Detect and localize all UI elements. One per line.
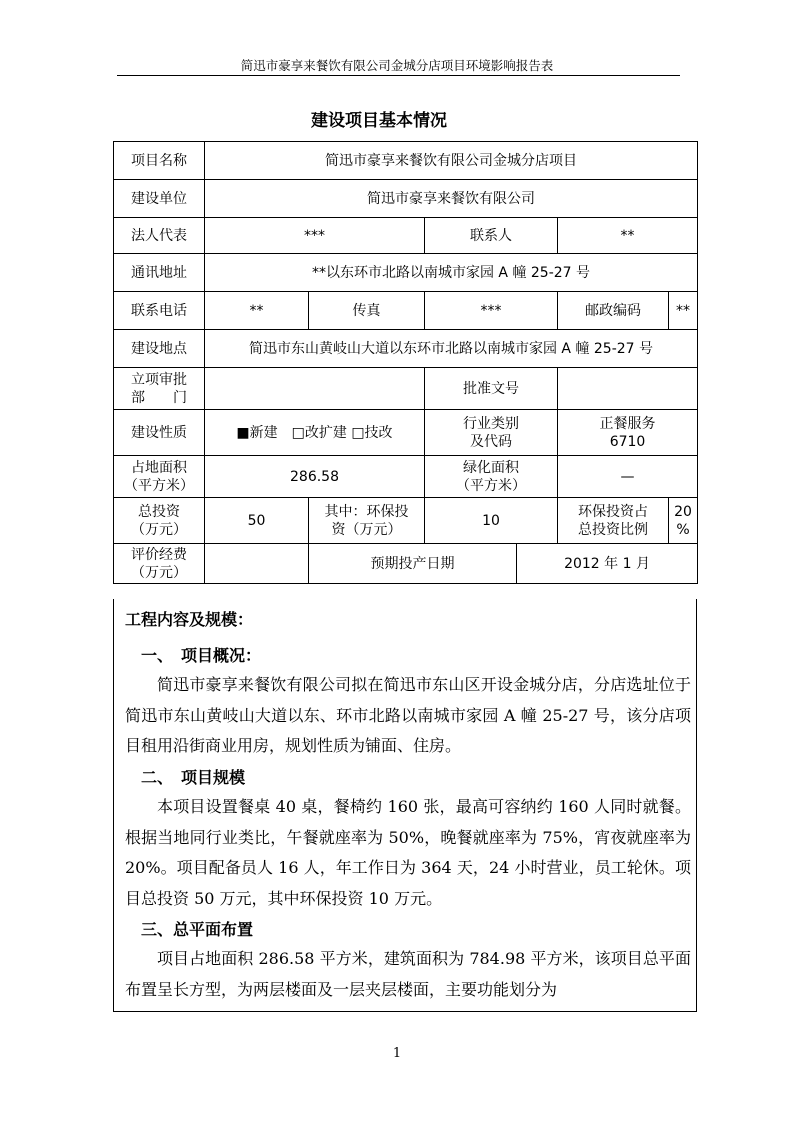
label-line: 其中：环保投 bbox=[324, 503, 409, 520]
table-row bbox=[114, 180, 698, 218]
basic-info-table bbox=[113, 141, 698, 584]
table-row bbox=[114, 330, 698, 368]
cell-label: 法人代表 bbox=[114, 218, 205, 254]
cell-label bbox=[425, 456, 558, 498]
section-title-scale: 二、 项目规模 bbox=[141, 768, 246, 787]
cell-value: 10 bbox=[425, 498, 558, 544]
table-row bbox=[114, 456, 698, 498]
running-header: 简迅市豪享来餐饮有限公司金城分店项目环境影响报告表 bbox=[240, 58, 554, 73]
label-line: 占地面积 bbox=[131, 459, 187, 476]
value-line: % bbox=[676, 521, 690, 538]
label-line: （万元） bbox=[131, 564, 187, 581]
section-title-overview: 一、 项目概况： bbox=[141, 646, 262, 665]
label-line: 绿化面积 bbox=[463, 459, 519, 476]
cell-label: 预期投产日期 bbox=[309, 544, 517, 584]
cell-value: *** bbox=[205, 218, 425, 254]
cell-value bbox=[669, 498, 698, 544]
cell-label: 建设性质 bbox=[114, 410, 205, 456]
value-line: 正餐服务 bbox=[599, 415, 656, 432]
cell-label: 项目名称 bbox=[114, 142, 205, 180]
table-row bbox=[114, 410, 698, 456]
cell-label bbox=[114, 498, 205, 544]
page-number: 1 bbox=[392, 1046, 402, 1061]
cell-label bbox=[114, 368, 205, 410]
cell-value: *** bbox=[425, 292, 558, 330]
header-rule bbox=[117, 75, 680, 76]
label-line: 环保投资占 bbox=[578, 503, 648, 520]
cell-label bbox=[114, 456, 205, 498]
cell-value: **以东环市北路以南城市家园 A 幢 25-27 号 bbox=[205, 254, 698, 292]
section-text-layout: 项目占地面积 286.58 平方米，建筑面积为 784.98 平方米，该项目总平面布置呈长方型，为两层楼面及一层夹层楼面，主要功能划分为 bbox=[125, 949, 691, 999]
cell-label: 联系人 bbox=[425, 218, 558, 254]
cell-label: 通讯地址 bbox=[114, 254, 205, 292]
cell-value: 简迅市豪享来餐饮有限公司金城分店项目 bbox=[205, 142, 698, 180]
value-line: 6710 bbox=[609, 433, 646, 450]
cell-value: ■新建 □改扩建 □技改 bbox=[205, 410, 425, 456]
cell-value: ** bbox=[669, 292, 698, 330]
cell-value: ** bbox=[558, 218, 698, 254]
page-title: 建设项目基本情况 bbox=[311, 111, 447, 131]
cell-value: 50 bbox=[205, 498, 309, 544]
project-content-box bbox=[113, 599, 697, 1012]
label-line: 行业类别 bbox=[463, 415, 519, 432]
table-row bbox=[114, 292, 698, 330]
cell-label: 建设单位 bbox=[114, 180, 205, 218]
cell-label: 建设地点 bbox=[114, 330, 205, 368]
cell-value bbox=[558, 368, 698, 410]
label-line: 总投资比例 bbox=[578, 521, 648, 538]
section-title-layout: 三、总平面布置 bbox=[141, 920, 254, 939]
table-row bbox=[114, 254, 698, 292]
cell-value: 2012 年 1 月 bbox=[517, 544, 698, 584]
cell-value bbox=[205, 544, 309, 584]
label-line: 评价经费 bbox=[131, 546, 187, 563]
cell-value: 简迅市豪享来餐饮有限公司 bbox=[205, 180, 698, 218]
cell-label: 批准文号 bbox=[425, 368, 558, 410]
label-line: 部 门 bbox=[131, 389, 187, 406]
cell-label bbox=[114, 544, 205, 584]
label-line: 总投资 bbox=[138, 503, 180, 520]
label-line: 资（万元） bbox=[331, 521, 402, 538]
cell-value: ** bbox=[205, 292, 309, 330]
table-row bbox=[114, 142, 698, 180]
cell-label: 联系电话 bbox=[114, 292, 205, 330]
table-row bbox=[114, 498, 698, 544]
cell-value: 286.58 bbox=[205, 456, 425, 498]
cell-label: 邮政编码 bbox=[558, 292, 669, 330]
label-line: （万元） bbox=[131, 521, 187, 538]
cell-value bbox=[558, 410, 698, 456]
cell-value: 简迅市东山黄岐山大道以东环市北路以南城市家园 A 幢 25-27 号 bbox=[205, 330, 698, 368]
table-row bbox=[114, 368, 698, 410]
value-line: 20 bbox=[674, 503, 692, 520]
table-row bbox=[114, 218, 698, 254]
label-line: 及代码 bbox=[470, 433, 512, 450]
table-row bbox=[114, 544, 698, 584]
content-heading: 工程内容及规模： bbox=[125, 610, 254, 629]
cell-label: 传真 bbox=[309, 292, 425, 330]
label-line: （平方米） bbox=[456, 477, 526, 494]
section-text-overview: 简迅市豪享来餐饮有限公司拟在简迅市东山区开设金城分店，分店选址位于简迅市东山黄岐山大道以东、环市北路以南城市家园 A 幢 25-27 号，该分店项目租用沿街商业用房，规划性质为铺面、住房。 bbox=[125, 675, 691, 755]
cell-label bbox=[558, 498, 669, 544]
section-text-scale: 本项目设置餐桌 40 桌，餐椅约 160 张，最高可容纳约 160 人同时就餐。根据当地同行业类比，午餐就座率为 50%，晚餐就座率为 75%，宵夜就座率为 20%。项目配备员人 16 人，年工作日为 364 天，24 小时营业，员工轮休。项目总投资 50 万元，其中环保投资 10 万元。 bbox=[125, 797, 691, 908]
cell-label bbox=[425, 410, 558, 456]
cell-value: — bbox=[558, 456, 698, 498]
label-line: （平方米） bbox=[124, 477, 194, 494]
cell-label bbox=[309, 498, 425, 544]
label-line: 立项审批 bbox=[131, 371, 187, 388]
cell-value bbox=[205, 368, 425, 410]
